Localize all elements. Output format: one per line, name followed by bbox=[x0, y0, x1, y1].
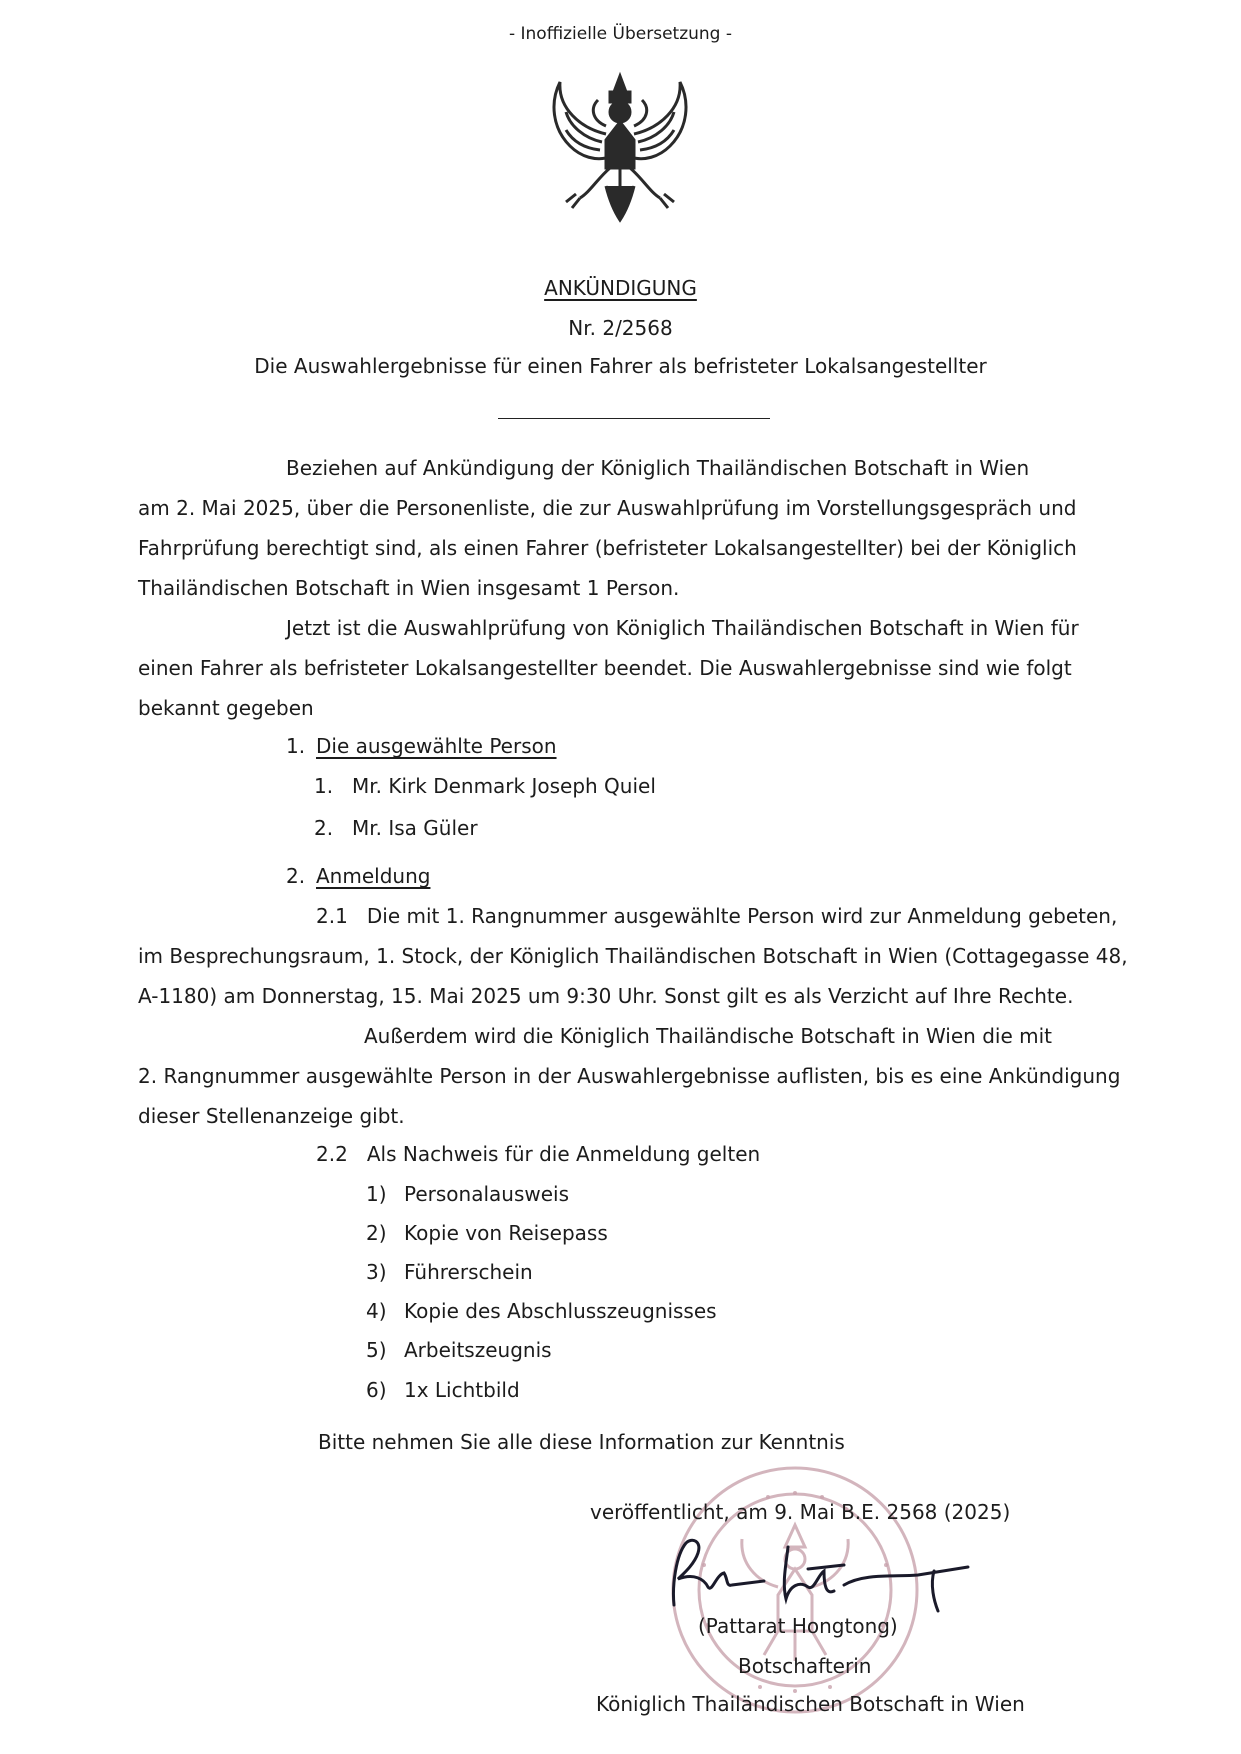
section2-p22: 2.2 Als Nachweis für die Anmeldung gelten bbox=[316, 1142, 761, 1166]
intro-p2-line: Jetzt ist die Auswahlprüfung von Königlich Thailändischen Botschaft in Wien für bbox=[286, 616, 1079, 640]
intro-p1-line: Fahrprüfung berechtigt sind, als einen Fahrer (befristeter Lokalsangestellter) bei der Königlich bbox=[138, 536, 1077, 560]
section1-heading: Die ausgewählte Person bbox=[316, 734, 557, 758]
section2-number: 2. bbox=[286, 864, 306, 888]
doc-item: Kopie von Reisepass bbox=[404, 1221, 608, 1245]
document-subject: Die Auswahlergebnisse für einen Fahrer als befristeter Lokalsangestellter bbox=[254, 354, 987, 378]
section2-p21-line: A-1180) am Donnerstag, 15. Mai 2025 um 9:30 Uhr. Sonst gilt es als Verzicht auf Ihre Rechte. bbox=[138, 984, 1074, 1008]
doc-number: 5) bbox=[366, 1338, 387, 1362]
signatory-name: (Pattarat Hongtong) bbox=[698, 1614, 898, 1638]
person-number: 1. bbox=[314, 774, 334, 798]
document-number: Nr. 2/2568 bbox=[568, 316, 673, 340]
person-name: Mr. Kirk Denmark Joseph Quiel bbox=[352, 774, 656, 798]
document-heading: ANKÜNDIGUNG bbox=[544, 276, 697, 300]
person-number: 2. bbox=[314, 816, 334, 840]
doc-item: Kopie des Abschlusszeugnisses bbox=[404, 1299, 717, 1323]
doc-number: 4) bbox=[366, 1299, 387, 1323]
intro-p1-line: am 2. Mai 2025, über die Personenliste, die zur Auswahlprüfung im Vorstellungsgespräch und bbox=[138, 496, 1077, 520]
intro-p1-line: Thailändischen Botschaft in Wien insgesamt 1 Person. bbox=[138, 576, 680, 600]
section2-p21b-line: dieser Stellenanzeige gibt. bbox=[138, 1104, 405, 1128]
intro-p1-line: Beziehen auf Ankündigung der Königlich Thailändischen Botschaft in Wien bbox=[286, 456, 1030, 480]
person-name: Mr. Isa Güler bbox=[352, 816, 478, 840]
doc-number: 2) bbox=[366, 1221, 387, 1245]
section2-p21-line: im Besprechungsraum, 1. Stock, der Königlich Thailändischen Botschaft in Wien (Cottagegasse 48, bbox=[138, 944, 1128, 968]
doc-item: 1x Lichtbild bbox=[404, 1378, 520, 1402]
section2-p21b-line: 2. Rangnummer ausgewählte Person in der Auswahlergebnisse auflisten, bis es eine Ankündigung bbox=[138, 1064, 1121, 1088]
section2-p21-line: 2.1 Die mit 1. Rangnummer ausgewählte Person wird zur Anmeldung gebeten, bbox=[316, 904, 1118, 928]
doc-item: Arbeitszeugnis bbox=[404, 1338, 552, 1362]
intro-p2-line: bekannt gegeben bbox=[138, 696, 314, 720]
intro-p2-line: einen Fahrer als befristeter Lokalsangestellter beendet. Die Auswahlergebnisse sind wie folgt bbox=[138, 656, 1072, 680]
closing-text: Bitte nehmen Sie alle diese Information zur Kenntnis bbox=[318, 1430, 845, 1454]
doc-number: 3) bbox=[366, 1260, 387, 1284]
doc-number: 6) bbox=[366, 1378, 387, 1402]
signatory-role: Botschafterin bbox=[738, 1654, 872, 1678]
doc-number: 1) bbox=[366, 1182, 387, 1206]
publication-date: veröffentlicht, am 9. Mai B.E. 2568 (2025) bbox=[590, 1500, 1011, 1524]
garuda-emblem-icon bbox=[540, 68, 700, 228]
section1-number: 1. bbox=[286, 734, 306, 758]
signatory-organization: Königlich Thailändischen Botschaft in Wien bbox=[596, 1692, 1025, 1716]
section2-heading: Anmeldung bbox=[316, 864, 431, 888]
translation-note: - Inoffizielle Übersetzung - bbox=[508, 24, 733, 44]
section2-p21b-line: Außerdem wird die Königlich Thailändische Botschaft in Wien die mit bbox=[364, 1024, 1052, 1048]
handwritten-signature-icon bbox=[668, 1535, 978, 1615]
doc-item: Führerschein bbox=[404, 1260, 533, 1284]
doc-item: Personalausweis bbox=[404, 1182, 570, 1206]
title-divider bbox=[498, 418, 770, 419]
